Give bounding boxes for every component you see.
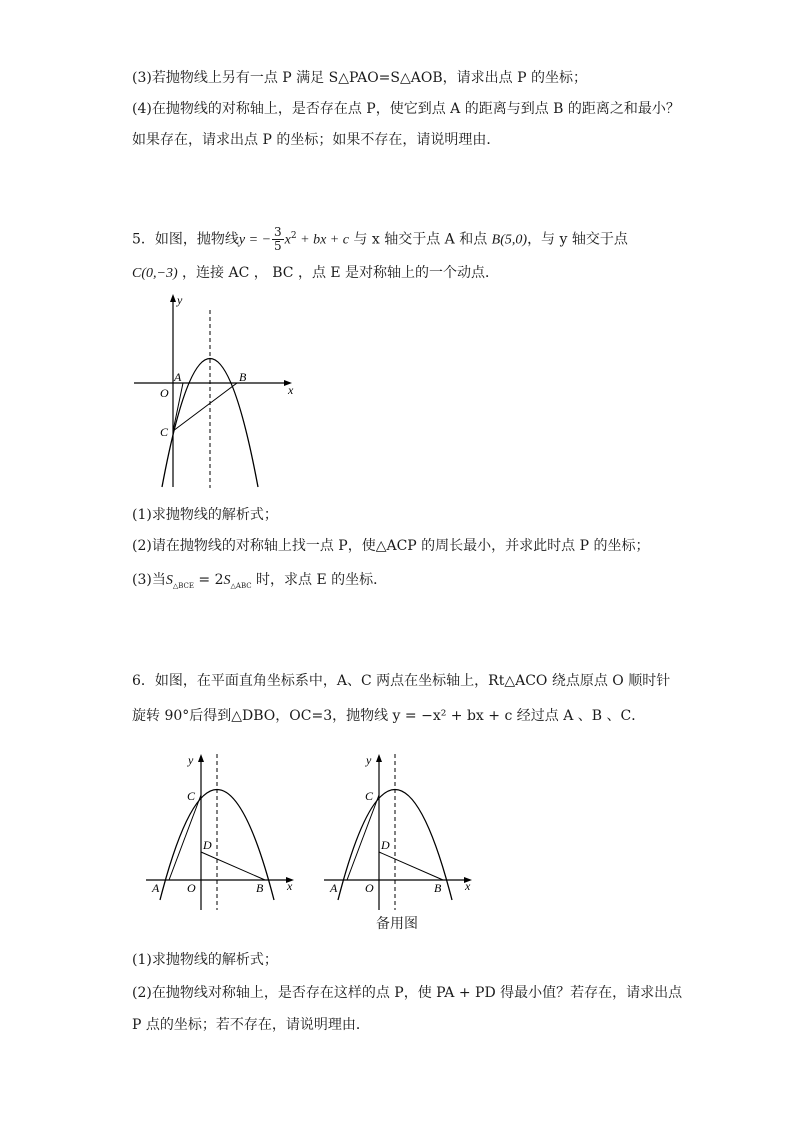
q6-spare-label-b: B bbox=[434, 881, 442, 895]
q6-intro-line1: 6．如图，在平面直角坐标系中，A、C 两点在坐标轴上，Rt△ACO 绕点原点 O 顺时针 bbox=[132, 673, 671, 689]
q6-main-label-b: B bbox=[256, 881, 264, 895]
q4-part3: (3)若抛物线上另有一点 P 满足 S△PAO=S△AOB，请求出点 P 的坐标； bbox=[132, 70, 587, 86]
q5-sub3-s1: S bbox=[165, 573, 173, 588]
q6-main-label-o: O bbox=[187, 881, 196, 895]
q5-segment-bc bbox=[173, 383, 237, 431]
q6-sub2-line2: P 点的坐标；若不存在，请说明理由． bbox=[132, 1017, 370, 1033]
q6-spare-label-o: O bbox=[365, 881, 374, 895]
q5-segment-ac bbox=[173, 383, 183, 431]
q4-part4-line2: 如果存在，请求出点 P 的坐标；如果不存在，请说明理由． bbox=[132, 132, 501, 148]
q6-spare-segment-db bbox=[379, 852, 443, 880]
q6-intro-line2: 旋转 90°后得到△DBO，OC=3，抛物线 y = −x² + bx + c 经过点 A 、B 、C． bbox=[132, 708, 646, 724]
q6-main-label-c: C bbox=[187, 789, 196, 803]
q6-spare-segment-ac bbox=[347, 795, 379, 880]
q6-spare-label-a: A bbox=[330, 881, 338, 895]
q5-eq-x: x bbox=[284, 232, 291, 248]
q6-main-label-x: x bbox=[287, 879, 293, 893]
q6-spare-caption: 备用图 bbox=[376, 916, 418, 932]
q6-spare-label-y: y bbox=[366, 753, 372, 767]
q5-sub3-s2-sub: △ABC bbox=[230, 581, 252, 590]
q5-sub1: (1)求抛物线的解析式； bbox=[132, 507, 278, 523]
q5-label-y: y bbox=[177, 293, 183, 307]
q5-intro-line2 bbox=[132, 263, 499, 284]
q5-sub2: (2)请在抛物线的对称轴上找一点 P，使△ACP 的周长最小，并求此时点 P 的坐标； bbox=[132, 538, 650, 554]
q5-point-b: B(5,0) bbox=[491, 232, 528, 248]
q5-sub3-s1-sub: △BCE bbox=[172, 581, 194, 590]
q6-spare-label-d: D bbox=[381, 838, 390, 852]
q5-eq-y: y = − bbox=[238, 232, 272, 248]
q5-sub3 bbox=[132, 570, 387, 596]
q6-main-y-arrow bbox=[198, 754, 204, 762]
q5-y-arrow bbox=[170, 294, 176, 302]
q5-intro-a: 5．如图，抛物线 bbox=[132, 231, 239, 248]
q5-intro-b: 与 x 轴交于点 A 和点 bbox=[348, 231, 492, 248]
q6-main-segment-ac bbox=[169, 795, 201, 880]
q5-eq-sup: 2 bbox=[290, 231, 297, 241]
q5-intro-c: ，与 y 轴交于点 bbox=[527, 231, 628, 248]
q6-spare-label-x: x bbox=[465, 879, 471, 893]
q6-spare-y-arrow bbox=[376, 754, 382, 762]
q5-label-c: C bbox=[160, 425, 169, 439]
q5-figure bbox=[130, 290, 300, 495]
q6-sub2-line1: (2)在抛物线对称轴上，是否存在这样的点 P，使 PA + PD 得最小值？若存在，请求出点 bbox=[132, 985, 683, 1001]
q5-intro-line1 bbox=[132, 226, 628, 253]
q5-label-a: A bbox=[174, 370, 182, 384]
q4-part4-line1: (4)在抛物线的对称轴上，是否存在点 P，使它到点 A 的距离与到点 B 的距离之和最小？ bbox=[132, 101, 680, 117]
q5-sub3-s2: S bbox=[223, 573, 231, 588]
q6-main-segment-db bbox=[201, 852, 265, 880]
q5-sub3-b: 时，求点 E 的坐标． bbox=[251, 572, 388, 588]
q6-main-label-a: A bbox=[152, 881, 160, 895]
q5-frac-den: 5 bbox=[274, 239, 282, 254]
q5-label-x: x bbox=[288, 383, 294, 397]
q5-sub3-mid: = 2 bbox=[193, 572, 224, 588]
q5-label-b: B bbox=[239, 370, 247, 384]
q6-figure-spare bbox=[318, 748, 483, 913]
q5-point-c: C(0,−3) bbox=[132, 266, 178, 281]
q5-eq-rest: + bx + c bbox=[296, 232, 349, 248]
q6-main-label-d: D bbox=[203, 838, 212, 852]
q5-sub3-a: (3)当 bbox=[132, 572, 166, 588]
q5-intro-d: ，连接 AC ， BC ，点 E 是对称轴上的一个动点． bbox=[177, 265, 500, 281]
q5-label-o: O bbox=[160, 386, 169, 400]
q6-spare-label-c: C bbox=[365, 789, 374, 803]
q5-fraction bbox=[272, 226, 284, 253]
q6-sub1: (1)求抛物线的解析式； bbox=[132, 952, 278, 968]
q6-main-label-y: y bbox=[188, 753, 194, 767]
q6-figure-main bbox=[140, 748, 305, 913]
q5-frac-num: 3 bbox=[274, 225, 282, 240]
